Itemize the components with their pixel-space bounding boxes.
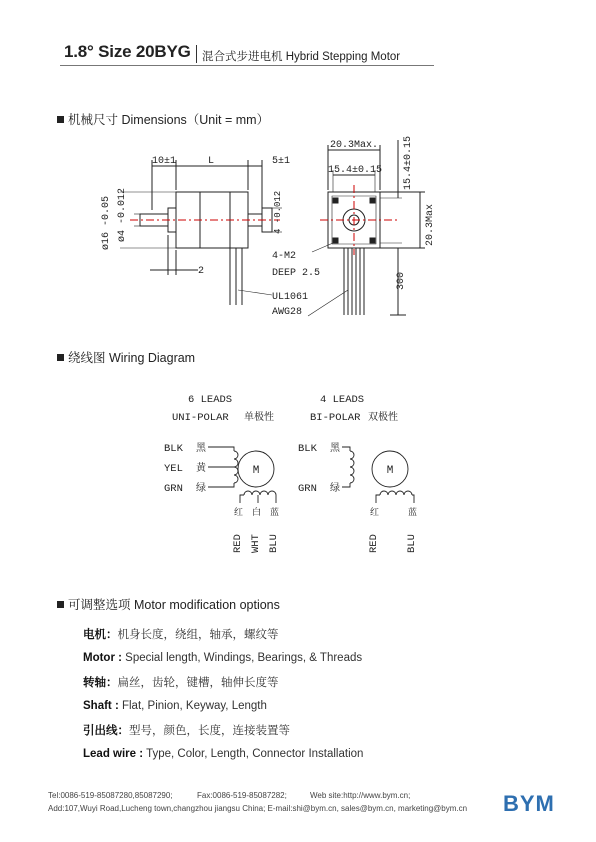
dim-10: 10±1 — [152, 156, 177, 167]
section-dimensions — [57, 110, 269, 128]
six-yel-cn: 黄 — [196, 464, 206, 475]
section-wiring-title: 绕线图 Wiring Diagram — [68, 351, 196, 365]
six-red-cn: 红 — [234, 508, 244, 518]
four-blk-cn: 黑 — [330, 444, 340, 455]
six-grn-cn: 绿 — [196, 484, 206, 495]
section-dimensions-title: 机械尺寸 Dimensions（Unit = mm） — [68, 113, 270, 127]
option-motor-title-cn: 电机： — [83, 629, 118, 641]
note-ul1061: UL1061 — [272, 292, 309, 303]
six-motor-label: M — [252, 465, 260, 477]
option-motor-title-en: Motor : — [83, 652, 122, 664]
note-awg28: AWG28 — [272, 307, 303, 318]
option-motor-text-en: Special length, Windings, Bearings, & Threads — [121, 652, 363, 664]
option-lead-title-en: Lead wire : — [83, 748, 144, 760]
six-wht-cn: 白 — [252, 508, 262, 518]
four-motor-label: M — [386, 465, 394, 477]
dim-2: 2 — [198, 266, 205, 277]
four-grn-cn: 绿 — [330, 484, 340, 495]
four-red-cn: 红 — [370, 508, 380, 518]
footer-address: Add:107,Wuyi Road,Lucheng town,changzhou jiangsu China; E-mail:shi@bym.cn, sales@bym.cn, marketing@bym.cn — [48, 804, 468, 813]
header-rule — [60, 65, 434, 66]
six-blu-label: BLU — [268, 534, 280, 553]
option-motor-text-cn: 机身长度，绕组，轴承，螺纹等 — [117, 629, 279, 641]
dim-300: 300 — [396, 271, 407, 290]
option-shaft-title-en: Shaft : — [83, 700, 119, 712]
four-blu-cn: 蓝 — [408, 508, 418, 518]
six-leads-label: 6 LEADS — [188, 394, 233, 406]
wiring-diagram — [150, 385, 440, 560]
option-lead-text-en: Type, Color, Length, Connector Installation — [143, 748, 364, 760]
option-lead-wire — [83, 721, 363, 762]
note-4-m2: 4-M2 — [272, 251, 297, 262]
six-grn-label: GRN — [164, 483, 183, 495]
unipolar-label: UNI-POLAR — [172, 412, 229, 424]
footer-tel: Tel:0086-519-85087280,85087290; — [48, 791, 173, 800]
six-blu-cn: 蓝 — [270, 508, 280, 518]
option-shaft-title-cn: 转轴： — [83, 677, 118, 689]
four-red-label: RED — [368, 534, 380, 553]
company-logo: BYM — [503, 791, 555, 816]
section-options-title: 可调整选项 Motor modification options — [68, 598, 280, 612]
bullet-square-icon — [57, 116, 64, 123]
dim-15-4-horizontal: 15.4±0.15 — [328, 165, 383, 176]
six-yel-label: YEL — [164, 463, 183, 475]
section-wiring — [57, 348, 195, 366]
dim-16: ø16 -0.05 — [101, 195, 112, 250]
option-lead-text-cn: 型号，颜色，长度，连接装置等 — [129, 725, 290, 737]
title-divider — [196, 45, 197, 63]
option-lead-title-cn: 引出线： — [83, 725, 129, 737]
option-shaft-text-en: Flat, Pinion, Keyway, Length — [118, 700, 267, 712]
bullet-square-icon — [57, 601, 64, 608]
bipolar-label: BI-POLAR — [310, 412, 361, 424]
page-title: 1.8° Size 20BYG — [64, 42, 191, 61]
bipolar-cn-label: 双极性 — [368, 413, 398, 424]
footer-fax: Fax:0086-519-85087282; — [197, 791, 287, 800]
note-deep: DEEP 2.5 — [272, 268, 321, 279]
four-blu-label: BLU — [406, 534, 418, 553]
page-subtitle: 混合式步进电机 Hybrid Stepping Motor — [202, 51, 401, 63]
option-shaft — [83, 673, 279, 714]
dimensions-drawing — [80, 130, 450, 330]
option-motor — [83, 625, 362, 666]
dim-4-vertical: 4 -0.012 — [273, 190, 283, 234]
dim-20-3-max-side: 20.3Max — [425, 203, 436, 246]
option-shaft-text-cn: 扁丝，齿轮，键槽，轴伸长度等 — [117, 677, 279, 689]
footer-web[interactable]: Web site:http://www.bym.cn; — [310, 791, 411, 800]
bullet-square-icon — [57, 354, 64, 361]
four-grn-label: GRN — [298, 483, 317, 495]
dim-5: 5±1 — [272, 156, 291, 167]
section-options — [57, 595, 280, 613]
four-blk-label: BLK — [298, 443, 317, 455]
unipolar-cn-label: 单极性 — [244, 413, 274, 424]
six-red-label: RED — [232, 534, 244, 553]
four-leads-label: 4 LEADS — [320, 394, 365, 406]
dim-4: ø4 -0.012 — [117, 187, 128, 242]
six-blk-label: BLK — [164, 443, 183, 455]
dim-15-4-vertical: 15.4±0.15 — [403, 135, 414, 190]
dim-L: L — [208, 156, 215, 167]
six-blk-cn: 黑 — [196, 444, 206, 455]
six-wht-label: WHT — [250, 534, 262, 553]
dim-20-3-max-top: 20.3Max. — [330, 140, 379, 151]
